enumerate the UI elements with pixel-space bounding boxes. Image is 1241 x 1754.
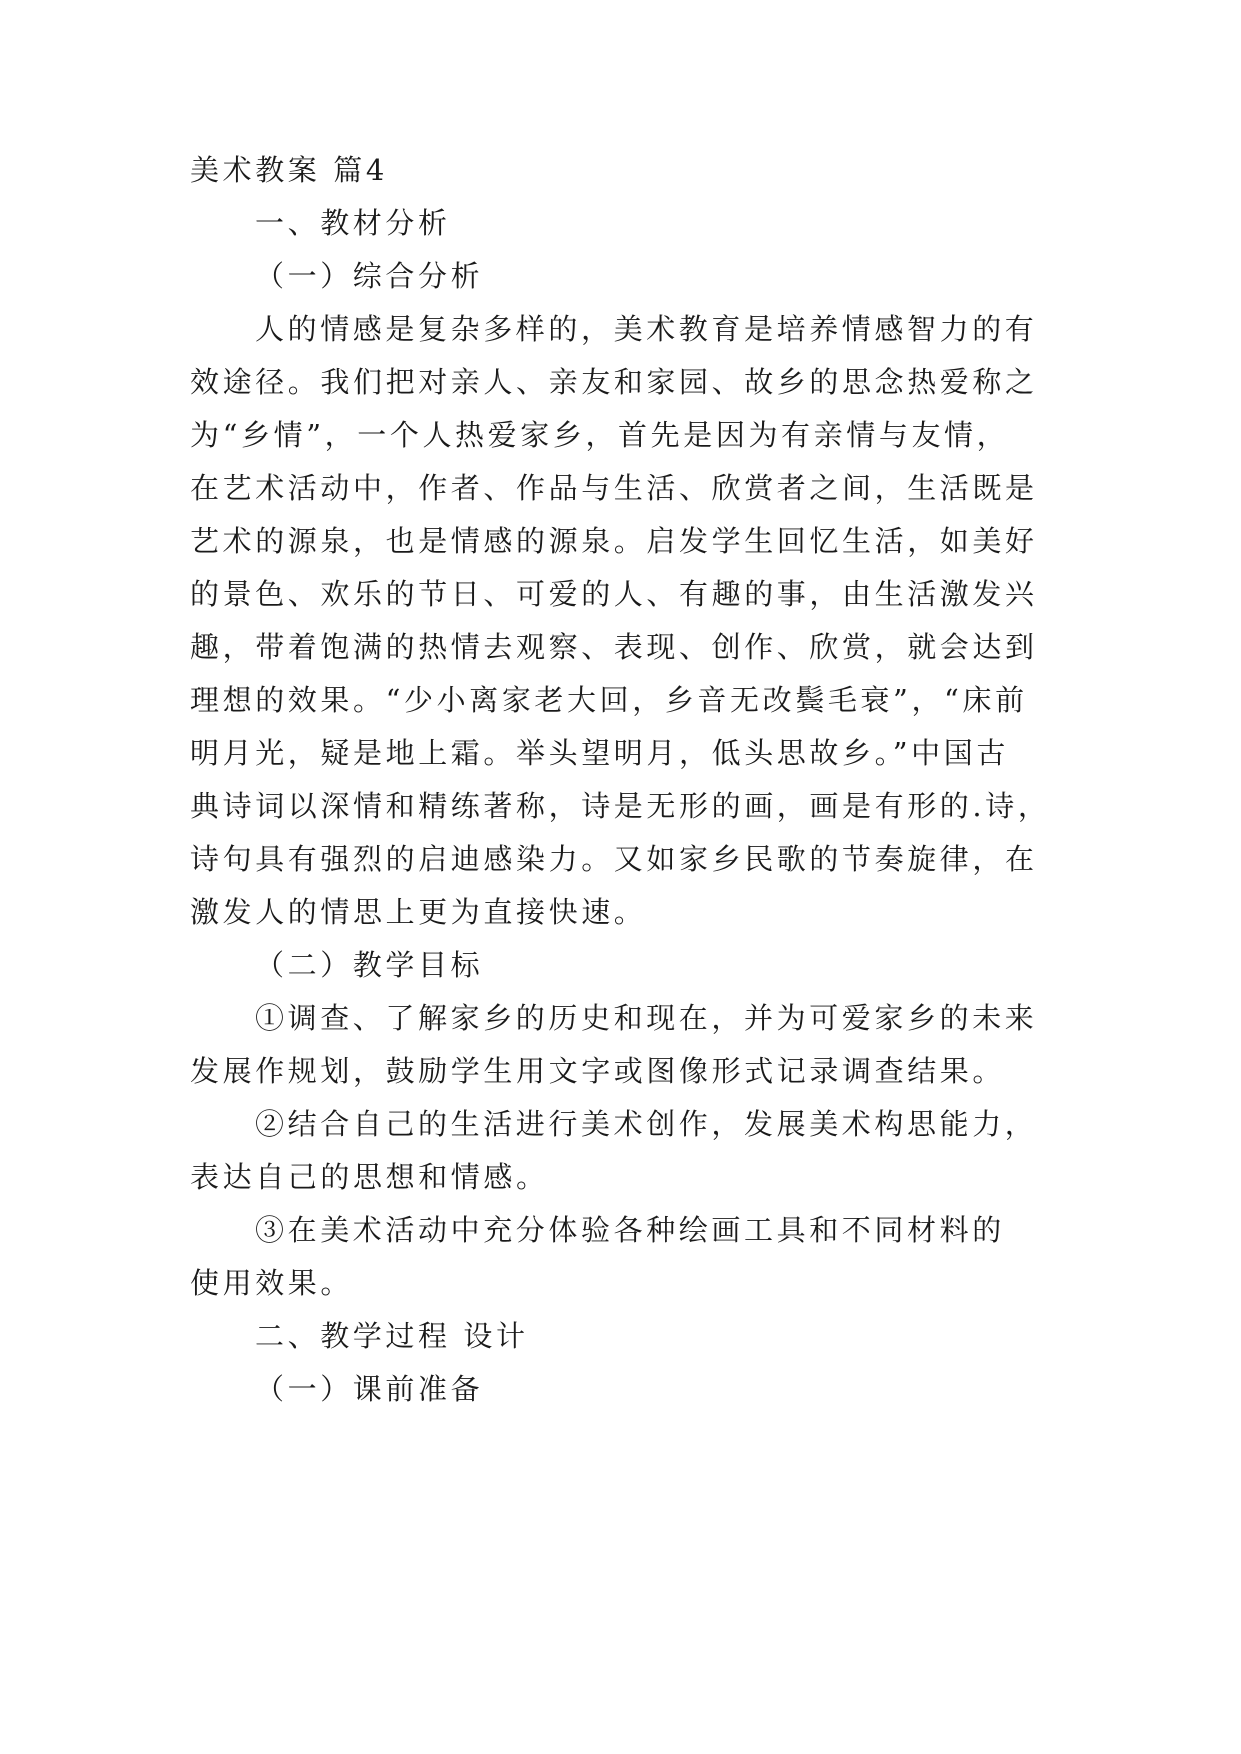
goal-item-1-line: ①调查、了解家乡的历史和现在，并为可爱家乡的未来 xyxy=(255,1001,1038,1035)
subheading-comprehensive-analysis: （一）综合分析 xyxy=(255,259,484,293)
paragraph-line: 诗句具有强烈的启迪感染力。又如家乡民歌的节奏旋律，在 xyxy=(190,842,1038,876)
goal-item-3-line: 使用效果。 xyxy=(190,1266,354,1300)
goal-item-3-line: ③在美术活动中充分体验各种绘画工具和不同材料的 xyxy=(255,1213,1005,1247)
document-title: 美术教案 篇4 xyxy=(190,153,388,187)
paragraph-line: 效途径。我们把对亲人、亲友和家园、故乡的思念热爱称之 xyxy=(190,365,1038,399)
goal-item-2-line: 表达自己的思想和情感。 xyxy=(190,1160,549,1194)
paragraph-line: 的景色、欢乐的节日、可爱的人、有趣的事，由生活激发兴 xyxy=(190,577,1038,611)
paragraph-line: 激发人的情思上更为直接快速。 xyxy=(190,895,647,929)
goal-item-2-line: ②结合自己的生活进行美术创作，发展美术构思能力， xyxy=(255,1107,1038,1141)
paragraph-line: 艺术的源泉，也是情感的源泉。启发学生回忆生活，如美好 xyxy=(190,524,1038,558)
section-heading-textbook-analysis: 一、教材分析 xyxy=(255,206,451,240)
section-heading-teaching-process: 二、教学过程 设计 xyxy=(255,1319,529,1353)
paragraph-line: 为“乡情”，一个人热爱家乡，首先是因为有亲情与友情， xyxy=(190,418,1010,452)
subheading-preclass-preparation: （一）课前准备 xyxy=(255,1372,484,1406)
paragraph-line: 理想的效果。“少小离家老大回，乡音无改鬓毛衰”，“床前 xyxy=(190,683,1028,717)
paragraph-line: 明月光，疑是地上霜。举头望明月，低头思故乡。”中国古 xyxy=(190,736,1009,770)
paragraph-line: 人的情感是复杂多样的，美术教育是培养情感智力的有 xyxy=(255,312,1038,346)
paragraph-line: 在艺术活动中，作者、作品与生活、欣赏者之间，生活既是 xyxy=(190,471,1038,505)
paragraph-line: 典诗词以深情和精练著称，诗是无形的画，画是有形的.诗， xyxy=(190,789,1051,823)
paragraph-line: 趣，带着饱满的热情去观察、表现、创作、欣赏，就会达到 xyxy=(190,630,1038,664)
goal-item-1-line: 发展作规划，鼓励学生用文字或图像形式记录调查结果。 xyxy=(190,1054,1006,1088)
subheading-teaching-goals: （二）教学目标 xyxy=(255,948,484,982)
